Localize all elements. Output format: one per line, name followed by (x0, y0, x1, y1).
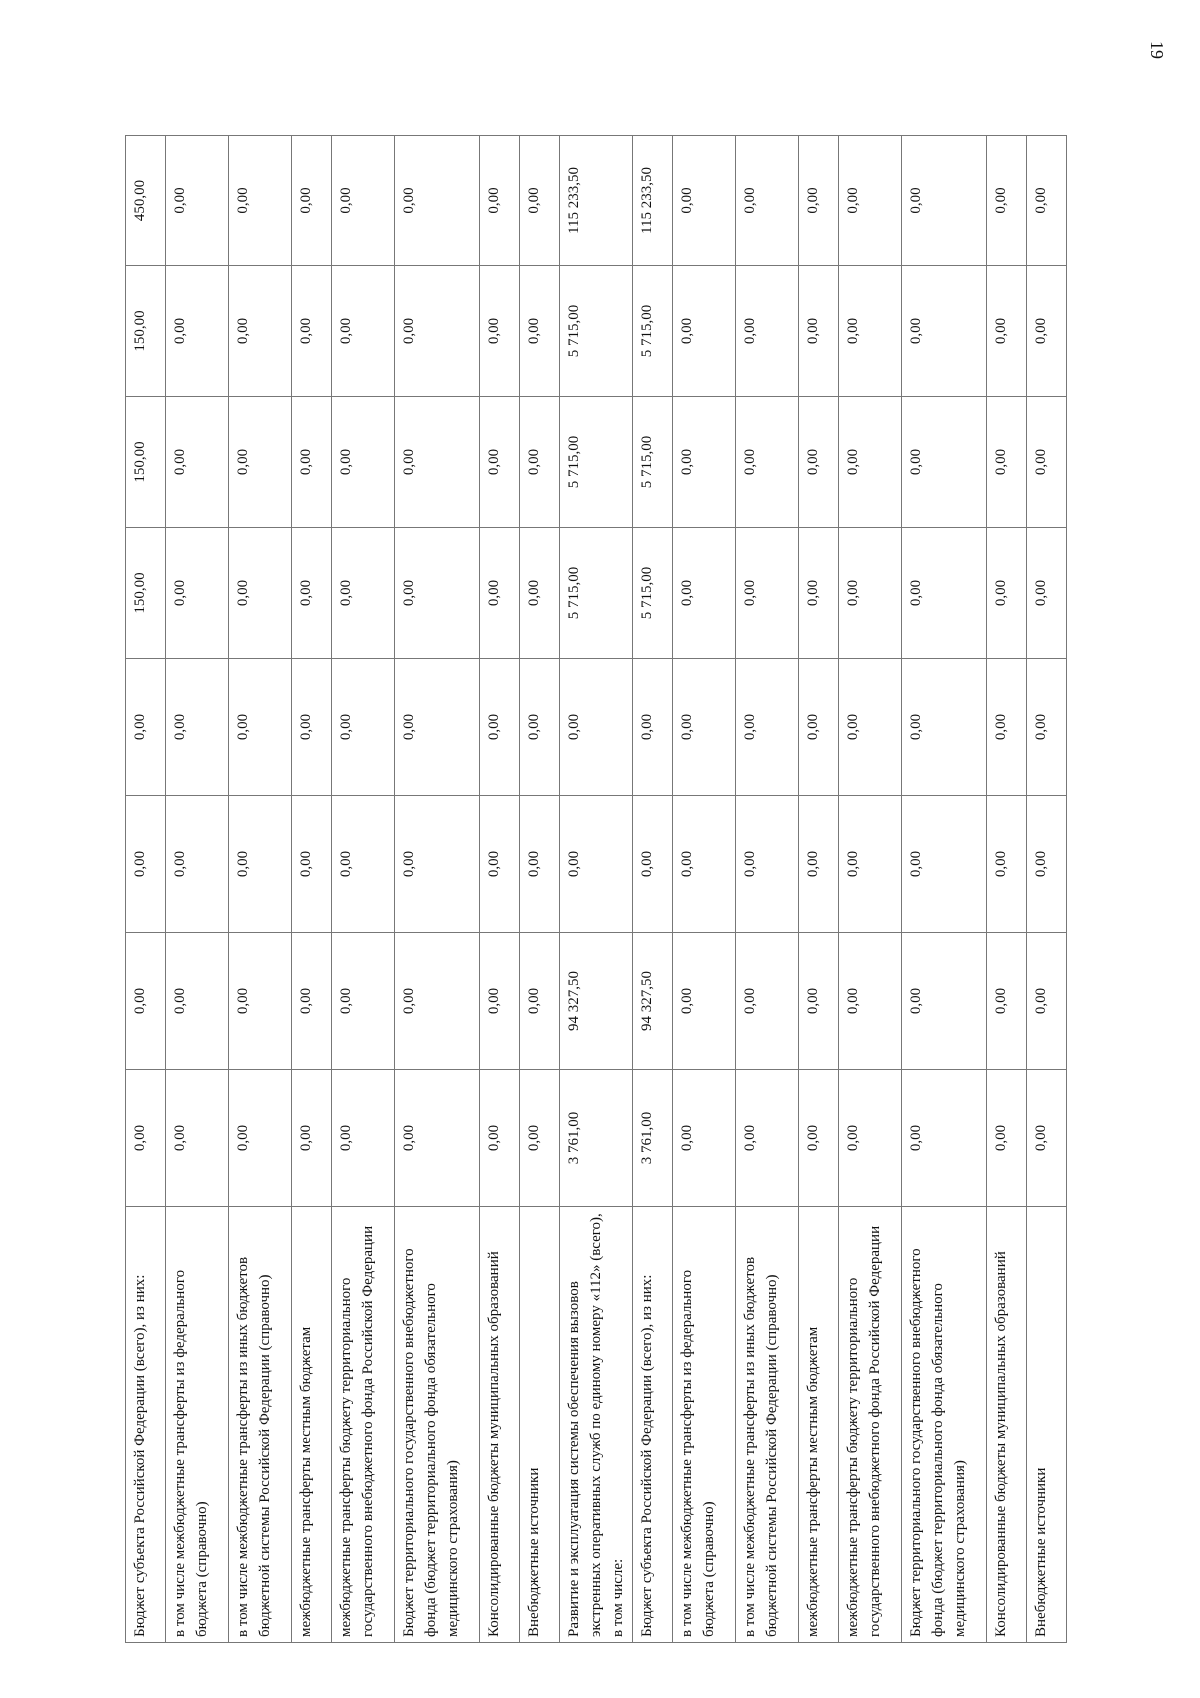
row-label: в том числе межбюджетные трансферты из иных бюджетов бюджетной системы Российской Федерации (справочно) (229, 1207, 292, 1643)
value-cell: 0,00 (126, 933, 166, 1070)
value-cell: 0,00 (480, 528, 520, 659)
table-row (902, 136, 987, 1643)
value-cell: 0,00 (126, 1070, 166, 1207)
value-cell: 0,00 (902, 397, 987, 528)
page-number: 19 (1147, 41, 1167, 59)
value-cell: 0,00 (839, 136, 902, 266)
value-cell: 0,00 (633, 796, 673, 933)
value-cell: 0,00 (166, 796, 229, 933)
value-cell: 0,00 (799, 266, 839, 397)
value-cell: 0,00 (229, 528, 292, 659)
value-cell: 0,00 (673, 933, 736, 1070)
value-cell: 0,00 (292, 397, 332, 528)
value-cell: 0,00 (736, 796, 799, 933)
value-cell: 0,00 (736, 136, 799, 266)
value-cell: 0,00 (332, 266, 395, 397)
value-cell: 0,00 (292, 266, 332, 397)
value-cell: 0,00 (987, 528, 1027, 659)
value-cell: 0,00 (166, 933, 229, 1070)
row-label: межбюджетные трансферты местным бюджетам (292, 1207, 332, 1643)
value-cell: 0,00 (166, 136, 229, 266)
value-cell: 115 233,50 (633, 136, 673, 266)
value-cell: 94 327,50 (560, 933, 633, 1070)
value-cell: 0,00 (987, 136, 1027, 266)
value-cell: 0,00 (673, 796, 736, 933)
value-cell: 0,00 (902, 933, 987, 1070)
value-cell: 0,00 (229, 796, 292, 933)
value-cell: 5 715,00 (633, 528, 673, 659)
value-cell: 0,00 (520, 397, 560, 528)
value-cell: 0,00 (987, 266, 1027, 397)
value-cell: 0,00 (673, 136, 736, 266)
value-cell: 0,00 (633, 659, 673, 796)
value-cell: 0,00 (1027, 528, 1067, 659)
row-label: Бюджет субъекта Российской Федерации (всего), из них: (633, 1207, 673, 1643)
value-cell: 0,00 (673, 1070, 736, 1207)
value-cell: 0,00 (480, 397, 520, 528)
value-cell: 0,00 (126, 659, 166, 796)
value-cell: 5 715,00 (633, 266, 673, 397)
value-cell: 0,00 (395, 528, 480, 659)
value-cell: 0,00 (902, 659, 987, 796)
value-cell: 0,00 (673, 397, 736, 528)
table-row (166, 136, 229, 1643)
value-cell: 0,00 (560, 659, 633, 796)
rotated-page (0, 103, 1200, 1698)
value-cell: 0,00 (292, 933, 332, 1070)
value-cell: 5 715,00 (560, 397, 633, 528)
value-cell: 0,00 (799, 136, 839, 266)
table-row (126, 136, 166, 1643)
value-cell: 0,00 (395, 796, 480, 933)
value-cell: 0,00 (839, 933, 902, 1070)
value-cell: 0,00 (166, 1070, 229, 1207)
value-cell: 0,00 (229, 933, 292, 1070)
table-row (560, 136, 633, 1643)
row-label: в том числе межбюджетные трансферты из федерального бюджета (справочно) (673, 1207, 736, 1643)
row-label: межбюджетные трансферты бюджету территориального государственного внебюджетного фонда Российской Федерации (839, 1207, 902, 1643)
value-cell: 0,00 (292, 528, 332, 659)
value-cell: 0,00 (839, 397, 902, 528)
value-cell: 0,00 (839, 266, 902, 397)
value-cell: 0,00 (395, 136, 480, 266)
value-cell: 0,00 (1027, 397, 1067, 528)
value-cell: 0,00 (332, 659, 395, 796)
value-cell: 0,00 (126, 796, 166, 933)
value-cell: 0,00 (902, 796, 987, 933)
row-label: Развитие и эксплуатация системы обеспечения вызовов экстренных оперативных служб по единому номеру «112» (всего), в том числе: (560, 1207, 633, 1643)
table-row (395, 136, 480, 1643)
value-cell: 0,00 (395, 266, 480, 397)
value-cell: 0,00 (736, 266, 799, 397)
value-cell: 0,00 (673, 266, 736, 397)
value-cell: 0,00 (229, 659, 292, 796)
value-cell: 115 233,50 (560, 136, 633, 266)
value-cell: 0,00 (839, 659, 902, 796)
value-cell: 0,00 (480, 266, 520, 397)
value-cell: 0,00 (166, 266, 229, 397)
table-row (736, 136, 799, 1643)
table-body (126, 136, 1067, 1643)
value-cell: 0,00 (332, 136, 395, 266)
value-cell: 0,00 (229, 266, 292, 397)
table-row (332, 136, 395, 1643)
value-cell: 0,00 (332, 933, 395, 1070)
row-label: Консолидированные бюджеты муниципальных образований (987, 1207, 1027, 1643)
value-cell: 0,00 (736, 1070, 799, 1207)
value-cell: 0,00 (736, 528, 799, 659)
row-label: в том числе межбюджетные трансферты из федерального бюджета (справочно) (166, 1207, 229, 1643)
table-row (673, 136, 736, 1643)
value-cell: 150,00 (126, 528, 166, 659)
value-cell: 0,00 (395, 397, 480, 528)
value-cell: 0,00 (799, 796, 839, 933)
value-cell: 0,00 (332, 1070, 395, 1207)
table-row (839, 136, 902, 1643)
value-cell: 450,00 (126, 136, 166, 266)
budget-table (125, 135, 1067, 1643)
table-row (1027, 136, 1067, 1643)
value-cell: 0,00 (520, 659, 560, 796)
value-cell: 0,00 (520, 266, 560, 397)
value-cell: 0,00 (520, 136, 560, 266)
value-cell: 0,00 (673, 659, 736, 796)
value-cell: 0,00 (902, 1070, 987, 1207)
value-cell: 0,00 (902, 136, 987, 266)
value-cell: 150,00 (126, 397, 166, 528)
value-cell: 0,00 (292, 796, 332, 933)
value-cell: 5 715,00 (633, 397, 673, 528)
value-cell: 0,00 (480, 933, 520, 1070)
value-cell: 0,00 (1027, 266, 1067, 397)
value-cell: 0,00 (292, 136, 332, 266)
value-cell: 0,00 (395, 659, 480, 796)
value-cell: 0,00 (395, 933, 480, 1070)
value-cell: 0,00 (332, 528, 395, 659)
row-label: Бюджет субъекта Российской Федерации (всего), из них: (126, 1207, 166, 1643)
value-cell: 0,00 (987, 933, 1027, 1070)
table-row (480, 136, 520, 1643)
value-cell: 0,00 (1027, 1070, 1067, 1207)
value-cell: 0,00 (1027, 659, 1067, 796)
table-row (292, 136, 332, 1643)
row-label: Внебюджетные источники (1027, 1207, 1067, 1643)
value-cell: 0,00 (736, 933, 799, 1070)
value-cell: 3 761,00 (633, 1070, 673, 1207)
value-cell: 0,00 (520, 1070, 560, 1207)
value-cell: 0,00 (987, 659, 1027, 796)
value-cell: 0,00 (395, 1070, 480, 1207)
value-cell: 0,00 (480, 659, 520, 796)
value-cell: 94 327,50 (633, 933, 673, 1070)
value-cell: 0,00 (480, 136, 520, 266)
value-cell: 0,00 (839, 1070, 902, 1207)
value-cell: 0,00 (736, 659, 799, 796)
value-cell: 5 715,00 (560, 266, 633, 397)
row-label: Бюджет территориального государственного внебюджетного фонда (бюджет территориального фонда обязательного медицинского страхования) (902, 1207, 987, 1643)
value-cell: 0,00 (736, 397, 799, 528)
value-cell: 0,00 (839, 796, 902, 933)
value-cell: 0,00 (229, 1070, 292, 1207)
value-cell: 0,00 (987, 1070, 1027, 1207)
value-cell: 0,00 (480, 1070, 520, 1207)
row-label: Бюджет территориального государственного внебюджетного фонда (бюджет территориального фонда обязательного медицинского страхования) (395, 1207, 480, 1643)
value-cell: 0,00 (1027, 136, 1067, 266)
table-row (799, 136, 839, 1643)
value-cell: 0,00 (166, 659, 229, 796)
table-row (633, 136, 673, 1643)
value-cell: 0,00 (799, 1070, 839, 1207)
value-cell: 0,00 (229, 136, 292, 266)
value-cell: 0,00 (673, 528, 736, 659)
value-cell: 0,00 (902, 266, 987, 397)
value-cell: 3 761,00 (560, 1070, 633, 1207)
value-cell: 0,00 (166, 528, 229, 659)
value-cell: 0,00 (1027, 933, 1067, 1070)
value-cell: 0,00 (166, 397, 229, 528)
value-cell: 0,00 (560, 796, 633, 933)
row-label: в том числе межбюджетные трансферты из иных бюджетов бюджетной системы Российской Федерации (справочно) (736, 1207, 799, 1643)
value-cell: 0,00 (292, 659, 332, 796)
value-cell: 0,00 (799, 528, 839, 659)
table-row (520, 136, 560, 1643)
value-cell: 5 715,00 (560, 528, 633, 659)
value-cell: 150,00 (126, 266, 166, 397)
value-cell: 0,00 (799, 397, 839, 528)
value-cell: 0,00 (799, 933, 839, 1070)
value-cell: 0,00 (987, 796, 1027, 933)
row-label: Консолидированные бюджеты муниципальных образований (480, 1207, 520, 1643)
table-row (229, 136, 292, 1643)
value-cell: 0,00 (480, 796, 520, 933)
row-label: межбюджетные трансферты бюджету территориального государственного внебюджетного фонда Российской Федерации (332, 1207, 395, 1643)
value-cell: 0,00 (332, 796, 395, 933)
value-cell: 0,00 (902, 528, 987, 659)
value-cell: 0,00 (332, 397, 395, 528)
value-cell: 0,00 (229, 397, 292, 528)
value-cell: 0,00 (520, 528, 560, 659)
table-row (987, 136, 1027, 1643)
value-cell: 0,00 (987, 397, 1027, 528)
value-cell: 0,00 (799, 659, 839, 796)
row-label: межбюджетные трансферты местным бюджетам (799, 1207, 839, 1643)
value-cell: 0,00 (839, 528, 902, 659)
row-label: Внебюджетные источники (520, 1207, 560, 1643)
value-cell: 0,00 (1027, 796, 1067, 933)
value-cell: 0,00 (520, 796, 560, 933)
value-cell: 0,00 (520, 933, 560, 1070)
value-cell: 0,00 (292, 1070, 332, 1207)
